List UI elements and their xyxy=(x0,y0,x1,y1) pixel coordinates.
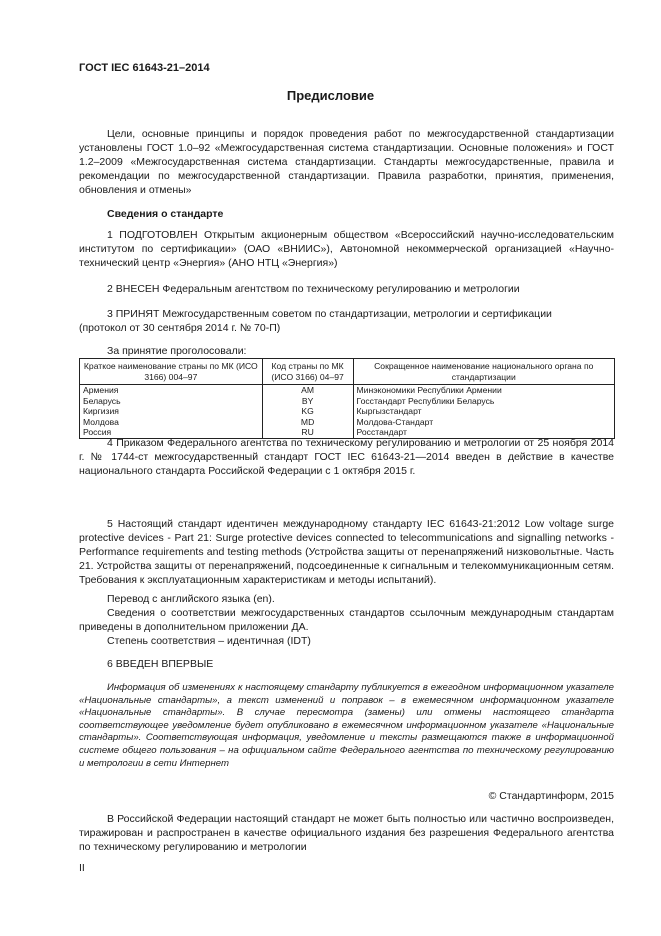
item-5-degree: Степень соответствия – идентичная (IDT) xyxy=(107,635,311,647)
table-row xyxy=(80,385,615,396)
item-6-first-introduced: 6 ВВЕДЕН ВПЕРВЫЕ xyxy=(107,658,214,670)
info-heading: Сведения о стандарте xyxy=(107,208,224,220)
national-body: Росстандарт xyxy=(353,427,614,438)
standard-code-header: ГОСТ IEC 61643-21–2014 xyxy=(79,62,210,74)
country-code: BY xyxy=(262,396,353,407)
national-body: Кыргызстандарт xyxy=(353,406,614,417)
rights-notice: В Российской Федерации настоящий стандарт не может быть полностью или частично воспроизведен, тиражирован и распространен в качестве официального издания без разрешения Федерального агентства по техническому регулированию и метрологии xyxy=(79,813,614,854)
country-name: Молдова xyxy=(80,417,263,428)
country-name: Россия xyxy=(80,427,263,438)
item-1-prepared: 1 ПОДГОТОВЛЕН Открытым акционерным обществом «Всероссийский научно-исследовательским институтом по сертификации» (ОАО «ВНИИС»), Автономной некоммерческой организацией «Научно-технический центр «Энергия» (АНО НТЦ «Энергия») xyxy=(79,229,614,270)
page-number: II xyxy=(79,862,85,874)
item-2-submitted: 2 ВНЕСЕН Федеральным агентством по техническому регулированию и метрологии xyxy=(107,283,520,295)
country-code: KG xyxy=(262,406,353,417)
header-country-name: Краткое наименование страны по МК (ИСО 3166) 004–97 xyxy=(80,359,263,385)
header-country-code: Код страны по МК (ИСО 3166) 04–97 xyxy=(262,359,353,385)
item-5-translation: Перевод с английского языка (en). xyxy=(107,593,275,605)
changes-notice: Информация об изменениях к настоящему стандарту публикуется в ежегодном информационном указателе «Национальные стандарты», а текст изменений и поправок – в ежемесячном информационном указателе «Национальные стандарты». В случае пересмотра (замены) или отмены настоящего стандарта соответствующее уведомление будет опубликовано в ежемесячном информационном указателе «Национальные стандарты». Соответствующая информация, уведомление и тексты размещаются также в информационной системе общего пользования – на официальном сайте Федерального агентства по техническому регулированию и метрологии в сети Интернет xyxy=(79,682,614,769)
country-name: Киргизия xyxy=(80,406,263,417)
intro-paragraph: Цели, основные принципы и порядок проведения работ по межгосударственной стандартизации установлены ГОСТ 1.0–92 «Межгосударственная система стандартизации. Основные положения» и ГОСТ 1.2–2009 «Межгосударственная система стандартизации. Стандарты межгосударственные, правила и рекомендации по межгосударственной стандартизации. Правила разработки, принятия, применения, обновления и отмены» xyxy=(79,128,614,197)
item-5-references: Сведения о соответствии межгосударственных стандартов ссылочным международным стандартам приведены в дополнительном приложении ДА. xyxy=(79,607,614,634)
table-header-row xyxy=(80,359,615,385)
vote-caption: За принятие проголосовали: xyxy=(107,345,247,357)
country-name: Беларусь xyxy=(80,396,263,407)
national-body: Госстандарт Республики Беларусь xyxy=(353,396,614,407)
table-row xyxy=(80,406,615,417)
item-4-order: 4 Приказом Федерального агентства по техническому регулированию и метрологии от 25 ноября 2014 г. № 1744-ст межгосударственный стандарт ГОСТ IEC 61643-21—2014 введен в действие в качестве национального стандарта Российской Федерации с 1 октября 2015 г. xyxy=(79,437,614,478)
page-title: Предисловие xyxy=(286,88,375,103)
copyright: © Стандартинформ, 2015 xyxy=(488,790,614,802)
header-national-body: Сокращенное наименование национального органа по стандартизации xyxy=(353,359,614,385)
item-3-adopted: 3 ПРИНЯТ Межгосударственным советом по стандартизации, метрологии и сертификации xyxy=(107,308,552,320)
country-code: RU xyxy=(262,427,353,438)
national-body: Минэкономики Республики Армении xyxy=(353,385,614,396)
country-code: AM xyxy=(262,385,353,396)
table-row xyxy=(80,417,615,428)
item-5-identical: 5 Настоящий стандарт идентичен международному стандарту IEC 61643-21:2012 Low voltage surge protective devices - Part 21: Surge protective devices connected to telecommunications and signalling networks - Performance requirements and testing methods (Устройства защиты от перенапряжений низковольтные. Часть 21. Устройства защиты от перенапряжений, подсоединенные к сигнальным и телекоммуникационным сетям. Требования к эксплуатационным характеристикам и методы испытаний). xyxy=(79,518,614,587)
national-body: Молдова-Стандарт xyxy=(353,417,614,428)
voting-table xyxy=(79,358,615,439)
country-name: Армения xyxy=(80,385,263,396)
country-code: MD xyxy=(262,417,353,428)
table-row xyxy=(80,396,615,407)
item-3-protocol: (протокол от 30 сентября 2014 г. № 70-П) xyxy=(79,322,281,334)
